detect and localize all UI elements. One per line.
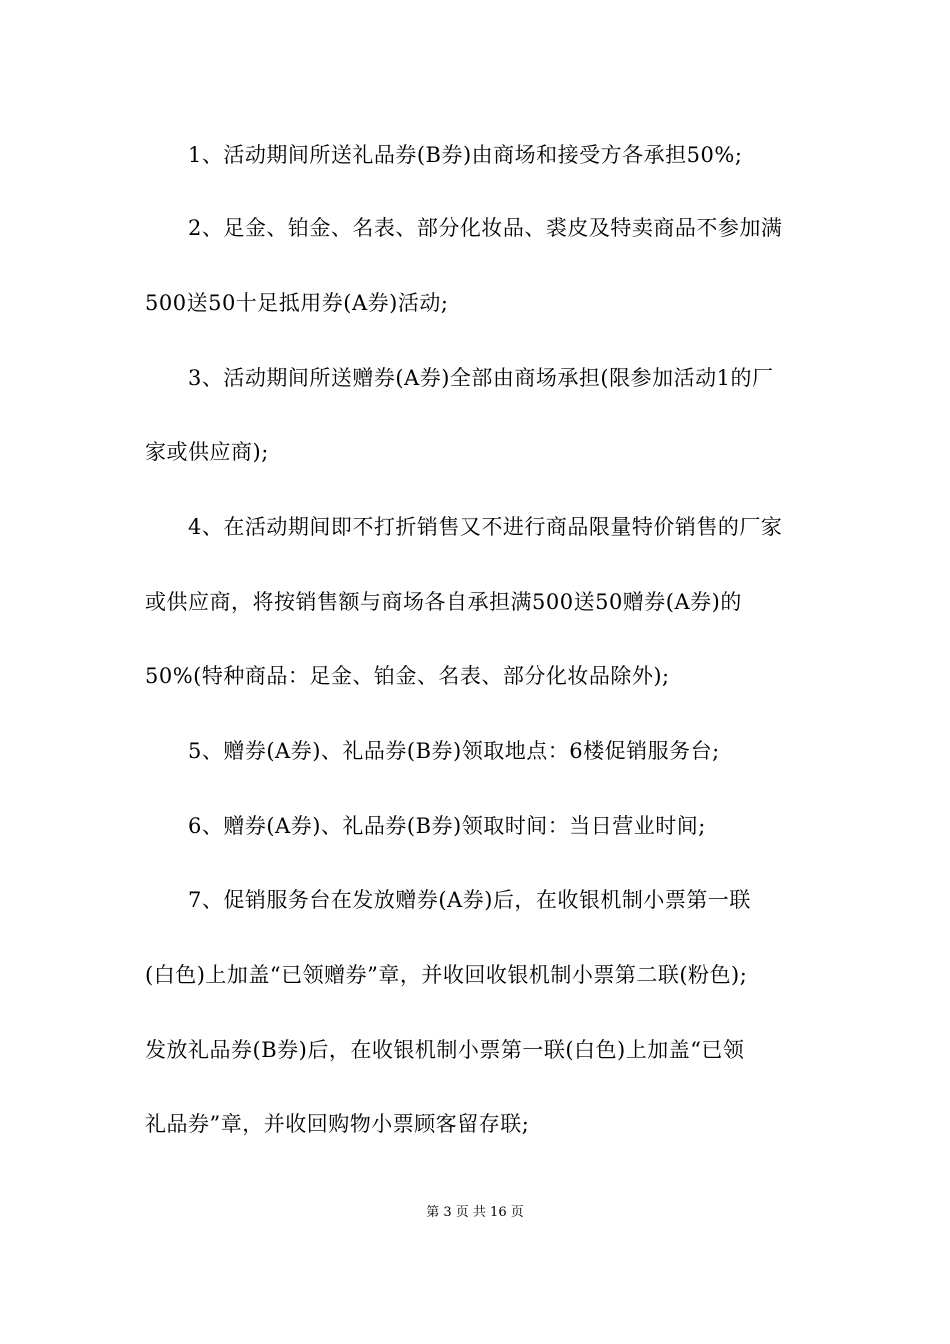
text-line-8: 50%(特种商品：足金、铂金、名表、部分化妆品除外); bbox=[145, 664, 670, 688]
text-line-9: 5、赠券(A券)、礼品券(B券)领取地点：6楼促销服务台; bbox=[188, 739, 720, 763]
text-line-4: 3、活动期间所送赠券(A券)全部由商场承担(限参加活动1的厂 bbox=[188, 366, 774, 390]
text-line-13: 发放礼品券(B券)后，在收银机制小票第一联(白色)上加盖“已领 bbox=[145, 1038, 745, 1062]
text-line-10: 6、赠券(A券)、礼品券(B券)领取时间：当日营业时间; bbox=[188, 814, 706, 838]
text-line-1: 1、活动期间所送礼品券(B券)由商场和接受方各承担50%; bbox=[188, 143, 743, 167]
text-line-12: (白色)上加盖“已领赠券”章，并收回收银机制小票第二联(粉色); bbox=[145, 963, 748, 987]
page-number-footer: 第 3 页 共 16 页 bbox=[426, 1205, 524, 1220]
text-line-3: 500送50十足抵用券(A券)活动; bbox=[145, 291, 449, 315]
text-line-2: 2、足金、铂金、名表、部分化妆品、裘皮及特卖商品不参加满 bbox=[188, 216, 783, 240]
text-line-14: 礼品券”章，并收回购物小票顾客留存联; bbox=[145, 1112, 530, 1136]
text-line-6: 4、在活动期间即不打折销售又不进行商品限量特价销售的厂家 bbox=[188, 515, 783, 539]
text-line-7: 或供应商，将按销售额与商场各自承担满500送50赠券(A券)的 bbox=[145, 590, 742, 614]
text-line-11: 7、促销服务台在发放赠券(A券)后，在收银机制小票第一联 bbox=[188, 888, 751, 912]
text-line-5: 家或供应商); bbox=[145, 440, 269, 464]
